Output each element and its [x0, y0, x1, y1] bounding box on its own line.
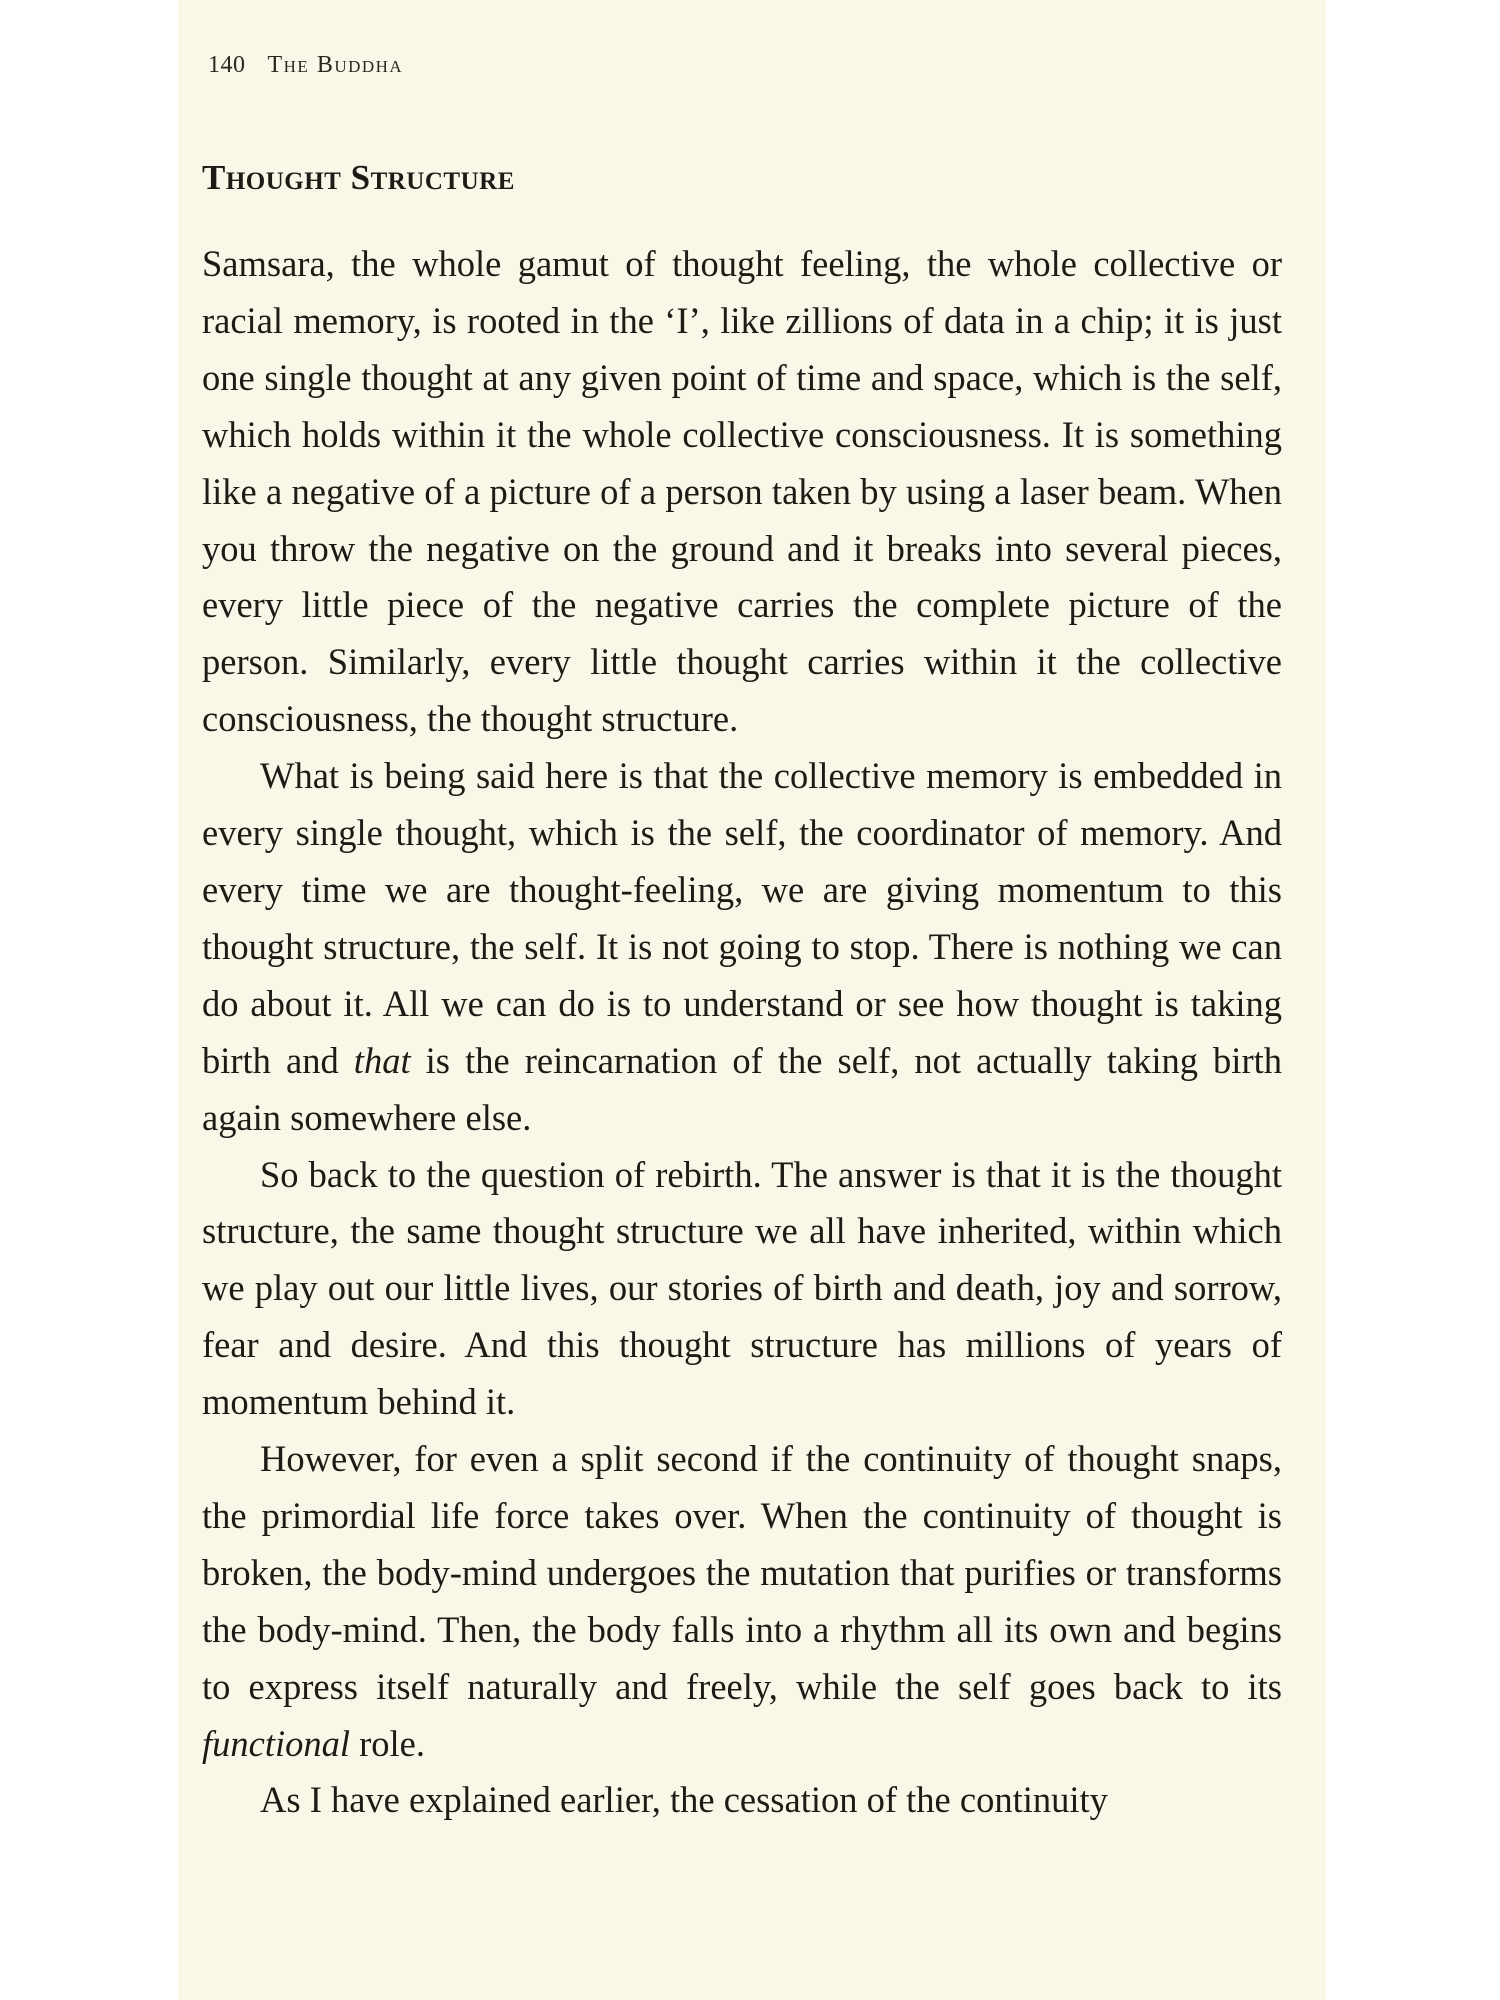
book-title: The Buddha	[267, 52, 404, 78]
paragraph-2	[202, 748, 1282, 1146]
paragraph-2-italic: that	[353, 1039, 411, 1081]
paragraph-4-text-a: However, for even a split second if the continuity of thought snaps, the primordial life force takes over. When the continuity of thought is broken, the body-mind undergoes the mutation that purifies or transforms the body-mind. Then, the body falls into a rhythm all its own and begins to express itself naturally and freely, while the self goes back to its	[202, 1438, 1282, 1707]
running-head	[208, 52, 403, 79]
paragraph-3: So back to the question of rebirth. The answer is that it is the thought structure, the same thought structure we all have inherited, within which we play out our little lives, our stories of birth and death, joy and sorrow, fear and desire. And this thought structure has millions of years of momentum behind it.	[202, 1153, 1282, 1423]
paragraph-4-italic: functional	[202, 1722, 351, 1764]
page-number: 140	[208, 52, 246, 78]
paragraph-2-text-a: What is being said here is that the collective memory is embedded in every single thought, which is the self, the coordinator of memory. And every time we are thought-feeling, we are giving momentum to this thought structure, the self. It is not going to stop. There is nothing we can do about it. All we can do is to understand or see how thought is taking birth and	[202, 755, 1282, 1081]
paragraph-4-text-b: role.	[350, 1722, 426, 1764]
book-page	[178, 0, 1326, 2000]
body-text	[202, 236, 1282, 1829]
paragraph-1: Samsara, the whole gamut of thought feeling, the whole collective or racial memory, is rooted in the ‘I’, like zillions of data in a chip; it is just one single thought at any given point of time and space, which is the self, which holds within it the whole collective consciousness. It is something like a negative of a picture of a person taken by using a laser beam. When you throw the negative on the ground and it breaks into several pieces, every little piece of the negative carries the complete picture of the person. Similarly, every little thought carries within it the collective consciousness, the thought structure.	[202, 243, 1282, 740]
paragraph-2-text-b: is the reincarnation of the self, not actually taking birth again somewhere else.	[202, 1039, 1282, 1138]
paragraph-4	[202, 1431, 1282, 1772]
section-heading: Thought Structure	[202, 158, 515, 197]
paragraph-5: As I have explained earlier, the cessation of the continuity	[260, 1779, 1108, 1821]
